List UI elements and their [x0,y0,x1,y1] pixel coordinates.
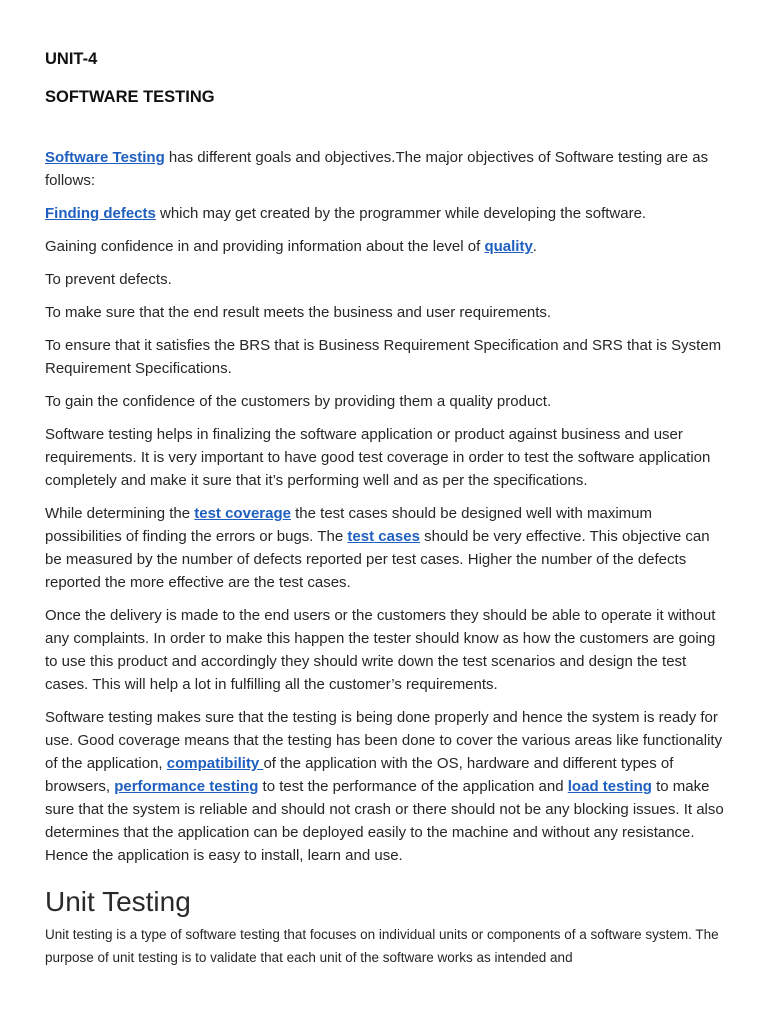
link-software-testing[interactable]: Software Testing [45,149,165,166]
link-test-cases[interactable]: test cases [347,528,420,545]
paragraph-finalizing: Software testing helps in finalizing the software application or product against business and user requirements. It is very important to have good test coverage in order to test the software application completely and make it sure that it’s performing well and as per the specifications. [45,426,711,489]
unit-heading: UNIT-4 [45,50,98,68]
paragraph-intro-text: has different goals and objectives.The major objectives of Software testing are as follows: [45,149,709,189]
paragraph-good-coverage-text-1: Software testing makes sure that the testing is being done properly and hence the system is ready for use. Good coverage means that the testing has been done to cover the various areas like functionality of the application, [45,709,723,772]
paragraph-good-coverage-text-4: to make sure that the system is reliable and should not crash or there should not be any blocking issues. It also determines that the application can be deployed easily to the machine and without any resistance. Hence the application is easy to install, learn and use. [45,778,724,864]
section-heading: SOFTWARE TESTING [45,88,215,106]
link-quality[interactable]: quality [484,238,533,255]
link-load-testing[interactable]: load testing [567,778,652,795]
paragraph-unit-testing: Unit testing is a type of software testing that focuses on individual units or components of a software system. The purpose of unit testing is to validate that each unit of the software works as intended and [45,927,719,965]
paragraph-end-result: To make sure that the end result meets the business and user requirements. [45,304,552,321]
paragraph-good-coverage-text-3: to test the performance of the application and [258,778,568,795]
paragraph-test-coverage-text-2: the test cases should be designed well with maximum possibilities of finding the errors or bugs. The [45,505,652,545]
paragraph-test-coverage-text-3: should be very effective. This objective can be measured by the number of defects reported per test cases. Higher the number of the defects reported the more effective are the test cases. [45,528,710,591]
link-finding-defects[interactable]: Finding defects [45,205,156,222]
paragraph-test-coverage [45,502,730,594]
paragraph-intro [45,146,730,192]
paragraph-brs-srs: To ensure that it satisfies the BRS that is Business Requirement Specification and SRS that is System Requirement Specifications. [45,337,722,377]
link-performance-testing[interactable]: performance testing [114,778,259,795]
paragraph-quality [45,235,730,258]
paragraph-prevent-defects: To prevent defects. [45,271,172,288]
paragraph-quality-text-after: . [532,238,537,255]
paragraph-quality-text-before: Gaining confidence in and providing information about the level of [45,238,485,255]
document-body [45,48,730,969]
paragraph-good-coverage [45,706,730,867]
paragraph-confidence: To gain the confidence of the customers by providing them a quality product. [45,393,552,410]
paragraph-good-coverage-text-2: of the application with the OS, hardware and different types of browsers, [45,755,674,795]
link-compatibility[interactable]: compatibility [166,755,264,772]
link-test-coverage[interactable]: test coverage [194,505,291,522]
paragraph-test-coverage-text-1: While determining the [45,505,195,522]
unit-testing-heading: Unit Testing [45,886,191,917]
paragraph-delivery: Once the delivery is made to the end users or the customers they should be able to operate it without any complaints. In order to make this happen the tester should know as how the customers are going to use this product and accordingly they should write down the test scenarios and design the test cases. This will help a lot in fulfilling all the customer’s requirements. [45,607,716,693]
paragraph-finding-defects [45,202,730,225]
paragraph-finding-defects-text: which may get created by the programmer while developing the software. [155,205,647,222]
